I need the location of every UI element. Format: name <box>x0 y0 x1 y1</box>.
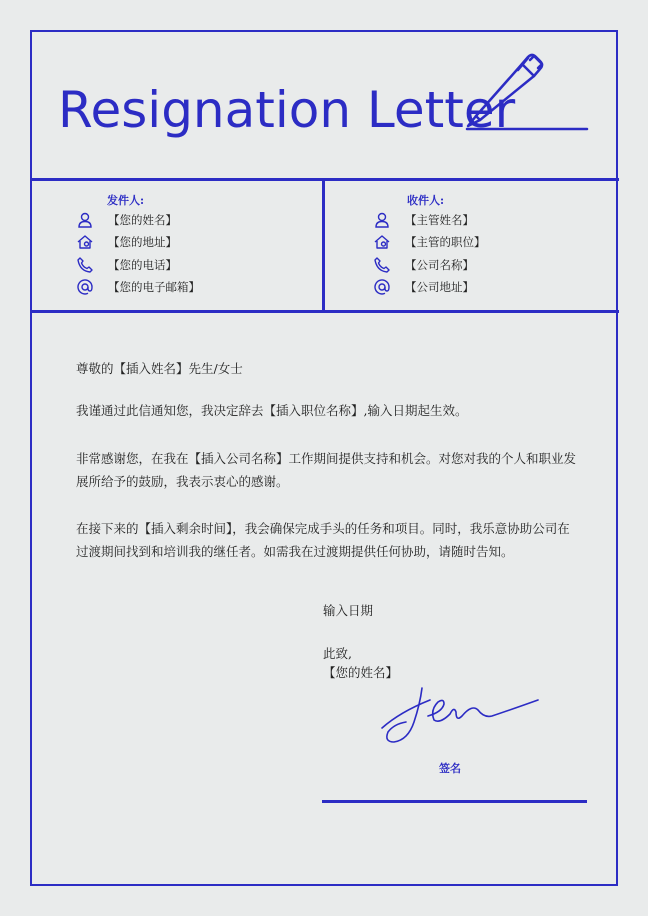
sender-name-row <box>76 211 177 229</box>
signature-line <box>322 800 587 803</box>
contact-divider <box>30 310 619 313</box>
recipient-position-row <box>373 233 486 251</box>
recipient-name: 【主管姓名】 <box>405 213 474 227</box>
home-icon <box>373 233 391 251</box>
home-icon <box>76 233 94 251</box>
phone-icon <box>76 256 94 274</box>
signature-image <box>380 682 545 747</box>
user-icon <box>76 211 94 229</box>
page-title: Resignation Letter <box>58 81 516 139</box>
date-field: 输入日期 <box>323 603 374 618</box>
recipient-company: 【公司名称】 <box>405 258 474 272</box>
paragraph-transition: 在接下来的【插入剩余时间】，我会确保完成手头的任务和项目。同时，我乐意协助公司在过渡期间找到和培训我的继任者。如需我在过渡期提供任何协助，请随时告知。 <box>76 521 570 559</box>
sender-address-row <box>76 233 177 251</box>
sender-email: 【您的电子邮箱】 <box>108 280 200 294</box>
sender-phone-row <box>76 256 177 274</box>
paragraph-thanks: 非常感谢您，在我在【插入公司名称】工作期间提供支持和机会。对您对我的个人和职业发展所给予的鼓励，我表示衷心的感谢。 <box>76 451 577 489</box>
recipient-address-row <box>373 278 474 296</box>
salutation: 尊敬的【插入姓名】先生/女士 <box>76 361 243 376</box>
recipient-company-row <box>373 256 474 274</box>
sender-name: 【您的姓名】 <box>108 213 177 227</box>
recipient-name-row <box>373 211 474 229</box>
header-divider <box>30 178 619 181</box>
recipient-heading: 收件人: <box>407 194 445 207</box>
at-icon <box>373 278 391 296</box>
sender-phone: 【您的电话】 <box>108 258 177 272</box>
sender-heading: 发件人: <box>107 194 145 207</box>
recipient-address: 【公司地址】 <box>405 280 474 294</box>
contact-column-divider <box>322 178 325 312</box>
at-icon <box>76 278 94 296</box>
sender-address: 【您的地址】 <box>108 235 177 249</box>
sender-email-row <box>76 278 200 296</box>
sender-name-signoff: 【您的姓名】 <box>323 665 399 680</box>
paragraph-notice: 我谨通过此信通知您，我决定辞去【插入职位名称】,输入日期起生效。 <box>76 403 468 418</box>
user-icon <box>373 211 391 229</box>
signature-label: 签名 <box>439 762 461 775</box>
recipient-position: 【主管的职位】 <box>405 235 486 249</box>
phone-icon <box>373 256 391 274</box>
pen-icon <box>462 50 592 135</box>
closing-text: 此致, <box>323 646 352 661</box>
